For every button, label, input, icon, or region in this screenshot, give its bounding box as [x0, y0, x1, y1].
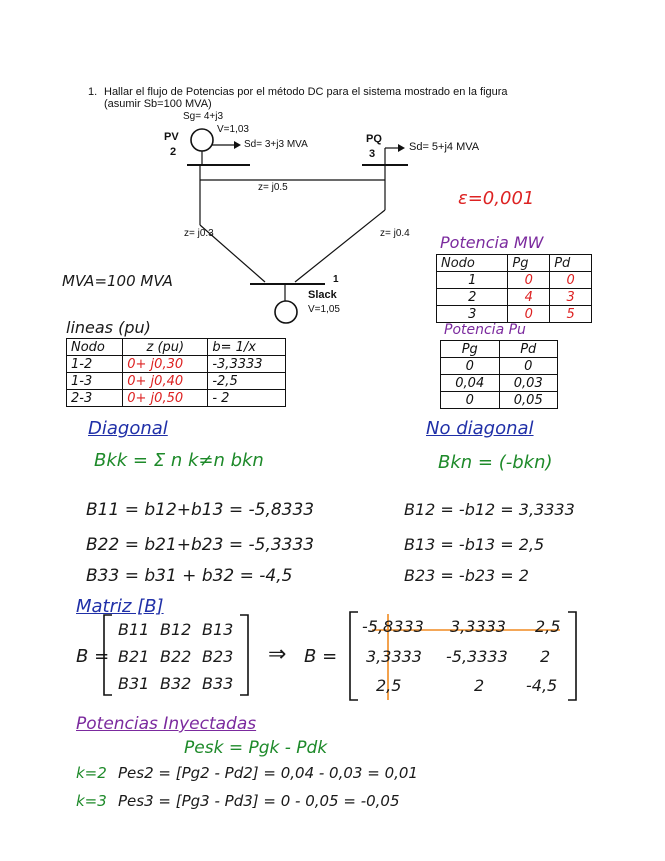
table-cell: 1-3: [67, 373, 123, 390]
matrix-sym-cell: B11: [118, 620, 150, 639]
matrix-num-cell: 2,5: [535, 617, 561, 636]
impedance-1-3: z= j0.4: [380, 228, 410, 239]
injected-power-eq-2: Pes2 = [Pg2 - Pd2] = 0,04 - 0,03 = 0,01: [118, 764, 418, 782]
table-cell: 1: [437, 272, 508, 289]
bus2-v: V=1,03: [217, 124, 249, 135]
table-cell: 0+ j0,50: [123, 390, 208, 407]
matrix-num-cell: 2,5: [376, 676, 402, 695]
lineas-title: lineas (pu): [66, 318, 151, 337]
potencia-pu-title: Potencia Pu: [444, 322, 526, 338]
table-cell: -2,5: [208, 373, 286, 390]
potencias-title: Potencias Inyectadas: [76, 714, 257, 734]
table-cell: 4: [508, 289, 550, 306]
matrix-num-cell: -4,5: [526, 676, 558, 695]
no-diagonal-formula: Bkn = (-bkn): [438, 452, 553, 473]
problem-line-2: (asumir Sb=100 MVA): [104, 98, 212, 110]
matrix-num-cell: -5,8333: [362, 617, 424, 636]
diagonal-formula: Bkk = Σ n k≠n bkn: [94, 450, 264, 471]
matrix-lhs-label: B =: [76, 646, 110, 667]
table-cell: 0: [441, 392, 500, 409]
header-cell: Nodo: [67, 339, 123, 356]
matrix-sym-cell: B21: [118, 647, 150, 666]
table-cell: 0,03: [499, 375, 558, 392]
k3-label: k=3: [76, 792, 107, 810]
table-cell: 0,05: [499, 392, 558, 409]
diagonal-eq-3: B33 = b31 + b32 = -4,5: [86, 566, 293, 586]
table-cell: 3: [437, 306, 508, 323]
problem-line-1: Hallar el flujo de Potencias por el método DC para el sistema mostrado en la figura: [104, 86, 508, 98]
header-cell: Pd: [499, 341, 558, 358]
table-cell: 0,04: [441, 375, 500, 392]
bus1-number: 1: [333, 274, 339, 285]
impedance-2-3: z= j0.5: [258, 182, 288, 193]
matrix-sym-cell: B22: [160, 647, 192, 666]
table-cell: 1-2: [67, 356, 123, 373]
bus1-v: V=1,05: [308, 304, 340, 315]
table-cell: 0: [499, 358, 558, 375]
header-cell: Pg: [441, 341, 500, 358]
bus2-sd: Sd= 3+j3 MVA: [244, 139, 308, 150]
table-cell: 2-3: [67, 390, 123, 407]
implies-arrow: ⇒: [268, 642, 287, 667]
header-cell: z (pu): [123, 339, 208, 356]
table-cell: 2: [437, 289, 508, 306]
mva-note: MVA=100 MVA: [62, 272, 173, 290]
epsilon-note: ε=0,001: [458, 188, 535, 209]
header-cell: Pd: [550, 255, 592, 272]
diagonal-eq-1: B11 = b12+b13 = -5,8333: [86, 500, 315, 520]
header-cell: b= 1/x: [208, 339, 286, 356]
bus3-type: PQ: [366, 133, 382, 145]
table-cell: 0+ j0,30: [123, 356, 208, 373]
matrix-sym-cell: B31: [118, 674, 150, 693]
matrix-num-cell: 3,3333: [366, 647, 422, 666]
table-cell: 0: [508, 306, 550, 323]
table-cell: - 2: [208, 390, 286, 407]
no-diagonal-eq-1: B12 = -b12 = 3,3333: [404, 500, 575, 519]
matrix-num-cell: 2: [474, 676, 485, 695]
table-cell: 0: [441, 358, 500, 375]
potencia-mw-title: Potencia MW: [440, 233, 544, 252]
k2-label: k=2: [76, 764, 107, 782]
matrix-sym-cell: B23: [202, 647, 234, 666]
matrix-num-cell: -5,3333: [446, 647, 508, 666]
table-cell: 0: [508, 272, 550, 289]
diagonal-title: Diagonal: [88, 418, 168, 439]
matrix-sym-cell: B33: [202, 674, 234, 693]
matrix-rhs-label: B =: [304, 646, 338, 667]
no-diagonal-eq-3: B23 = -b23 = 2: [404, 566, 529, 585]
impedance-1-2: z= j0.3: [184, 228, 214, 239]
table-cell: 5: [550, 306, 592, 323]
matrix-sym-cell: B12: [160, 620, 192, 639]
problem-number: 1.: [88, 86, 98, 98]
bus2-number: 2: [170, 146, 177, 158]
matriz-title: Matriz [B]: [76, 596, 164, 617]
injected-power-eq-3: Pes3 = [Pg3 - Pd3] = 0 - 0,05 = -0,05: [118, 792, 400, 810]
bus2-type: PV: [164, 131, 179, 143]
table-cell: 0+ j0,40: [123, 373, 208, 390]
bus3-sd: Sd= 5+j4 MVA: [409, 141, 480, 153]
matrix-sym-cell: B32: [160, 674, 192, 693]
table-cell: -3,3333: [208, 356, 286, 373]
no-diagonal-eq-2: B13 = -b13 = 2,5: [404, 535, 545, 554]
table-cell: 3: [550, 289, 592, 306]
matrix-num-cell: 2: [540, 647, 551, 666]
matrix-num-cell: 3,3333: [450, 617, 506, 636]
header-cell: Pg: [508, 255, 550, 272]
bus3-number: 3: [369, 148, 376, 160]
bus2-sg: Sg= 4+j3: [183, 111, 224, 122]
bus1-type: Slack: [308, 289, 337, 301]
matrix-sym-cell: B13: [202, 620, 234, 639]
potencias-formula: Pesk = Pgk - Pdk: [184, 738, 328, 758]
table-cell: 0: [550, 272, 592, 289]
diagonal-eq-2: B22 = b21+b23 = -5,3333: [86, 535, 315, 555]
no-diagonal-title: No diagonal: [426, 418, 534, 439]
header-cell: Nodo: [437, 255, 508, 272]
